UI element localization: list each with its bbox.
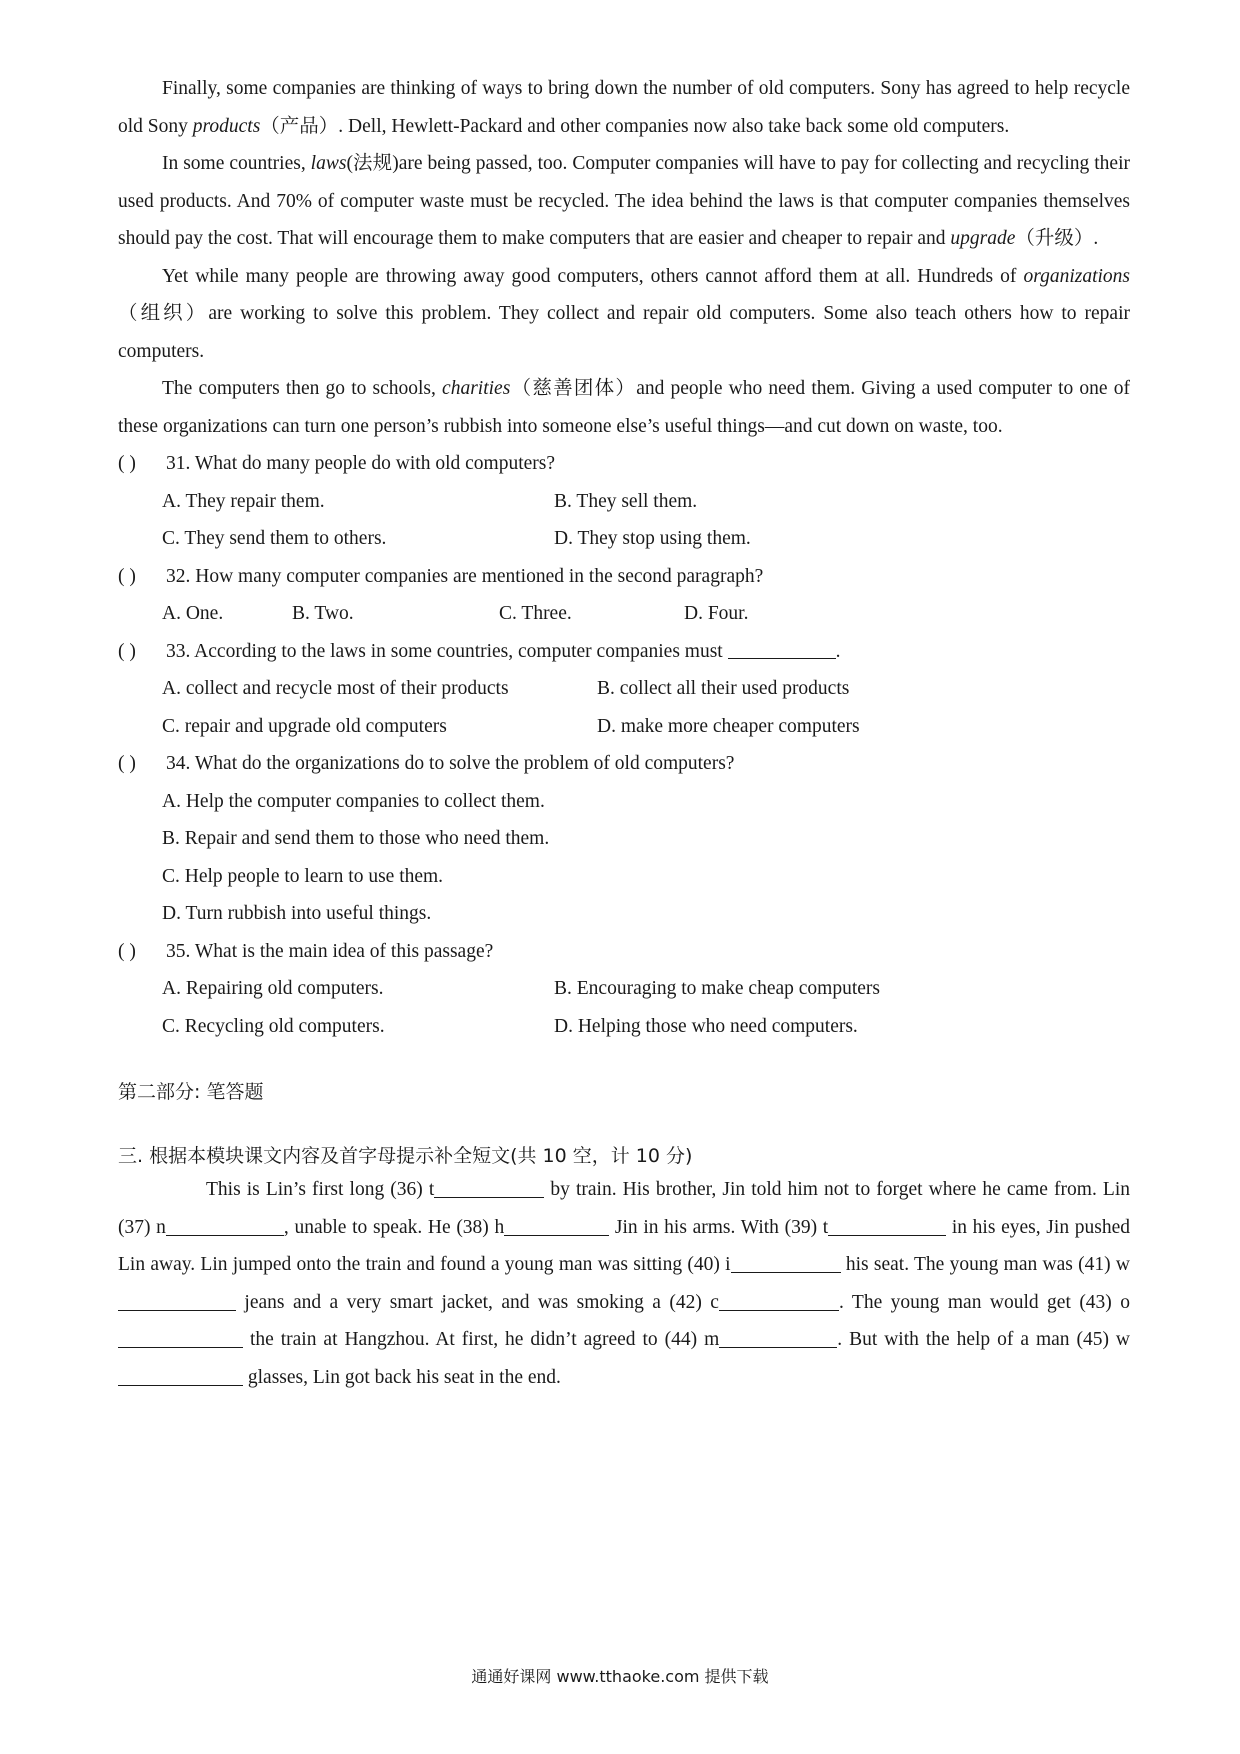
part-two-title: 第二部分: 笔答题	[118, 1081, 264, 1103]
options-row	[118, 483, 1130, 521]
blank-41	[118, 1290, 236, 1311]
option-c: C. repair and upgrade old computers	[162, 715, 447, 737]
cloze-passage: This is Lin’s first long (36) t by train. His brother, Jin told him not to forget where he came from. Lin (37) n , unable to speak. He (38) h Jin in his arms. With (39) t in his eyes, Jin pushed Lin away. Lin jumped onto the train and found a young man was sitting (40) i his seat. The young man was (41) w jeans and a very smart jacket, and was smoking a (42) c . The young man would get (43) o the train at Hangzhou. At first, he didn’t agreed to (44) m . But with the help of a man (45) w glasses, Lin got back his seat in the end.	[118, 1179, 1131, 1388]
passage-paragraph-4: The computers then go to schools, charities（慈善团体）and people who need them. Giving a used computer to one of these organizations can turn one person’s rubbish into someone else’s useful things—and cut down on waste, too.	[118, 378, 1130, 437]
blank-38	[504, 1215, 609, 1236]
option-a: A. They repair them.	[162, 490, 325, 512]
passage-paragraph-1: Finally, some companies are thinking of ways to bring down the number of old computers. Sony has agreed to help recycle old Sony products（产品）. Dell, Hewlett-Packard and other companies now also take back some old computers.	[118, 78, 1130, 137]
option-d: D. Four.	[684, 603, 749, 624]
blank-39	[828, 1215, 946, 1236]
option-c: C. Recycling old computers.	[162, 1015, 385, 1037]
answer-paren: ( )	[118, 753, 136, 774]
option-a: A. Repairing old computers.	[162, 978, 384, 999]
option-c: C. Help people to learn to use them.	[162, 865, 444, 887]
answer-paren: ( )	[118, 453, 136, 474]
blank-44	[719, 1327, 837, 1348]
blank-43	[118, 1327, 243, 1348]
option-d: D. They stop using them.	[554, 528, 751, 549]
options-row	[118, 595, 1130, 633]
options-row	[118, 670, 1130, 708]
blank-37	[166, 1215, 284, 1236]
answer-blank	[728, 636, 836, 659]
option-d: D. make more cheaper computers	[597, 715, 860, 737]
option-b: B. collect all their used products	[597, 678, 850, 699]
options-row	[118, 1008, 1130, 1046]
option-b: B. Repair and send them to those who need them.	[162, 828, 550, 849]
option-d: D. Helping those who need computers.	[554, 1015, 858, 1037]
passage-paragraph-2: In some countries, laws(法规)are being passed, too. Computer companies will have to pay for collecting and recycling their used products. And 70% of computer waste must be recycled. The idea behind the laws is that computer companies themselves should pay the cost. That will encourage them to make computers that are easier and cheaper to repair and upgrade（升级）.	[118, 153, 1130, 249]
question-34: ( ) 34. What do the organizations do to solve the problem of old computers?	[118, 745, 1130, 783]
option-c: C. They send them to others.	[162, 528, 387, 549]
question-35: ( ) 35. What is the main idea of this passage?	[118, 933, 1130, 971]
footer-watermark: 通通好课网 www.tthaoke.com 提供下载	[471, 1667, 769, 1686]
question-31: ( ) 31. What do many people do with old computers?	[118, 445, 1130, 483]
option-d: D. Turn rubbish into useful things.	[162, 903, 432, 924]
option-b: B. Two.	[292, 603, 354, 624]
question-33: ( ) 33. According to the laws in some countries, computer companies must .	[118, 633, 1130, 671]
blank-42	[719, 1290, 839, 1311]
answer-paren: ( )	[118, 565, 136, 587]
option-a: A. One.	[162, 603, 224, 624]
answer-paren: ( )	[118, 940, 136, 962]
question-32: ( ) 32. How many computer companies are mentioned in the second paragraph?	[118, 558, 1130, 596]
option-b: B. Encouraging to make cheap computers	[554, 978, 880, 999]
options-row	[118, 520, 1130, 558]
option-a: A. collect and recycle most of their products	[162, 678, 509, 699]
option-a: A. Help the computer companies to collect them.	[162, 790, 545, 812]
option-c: C. Three.	[499, 603, 572, 624]
passage-paragraph-3: Yet while many people are throwing away good computers, others cannot afford them at all. Hundreds of organizations（组织）are working to solve this problem. They collect and repair old computers. Some also teach others how to repair computers.	[118, 265, 1130, 362]
options-row	[118, 708, 1130, 746]
blank-40	[731, 1252, 841, 1273]
option-b: B. They sell them.	[554, 490, 698, 512]
exam-page	[118, 70, 1130, 1396]
blank-45	[118, 1365, 243, 1386]
answer-paren: ( )	[118, 640, 136, 662]
options-row	[118, 970, 1130, 1008]
blank-36	[434, 1177, 544, 1198]
section-three-title: 三. 根据本模块课文内容及首字母提示补全短文(共 10 空，计 10 分)	[118, 1145, 693, 1167]
